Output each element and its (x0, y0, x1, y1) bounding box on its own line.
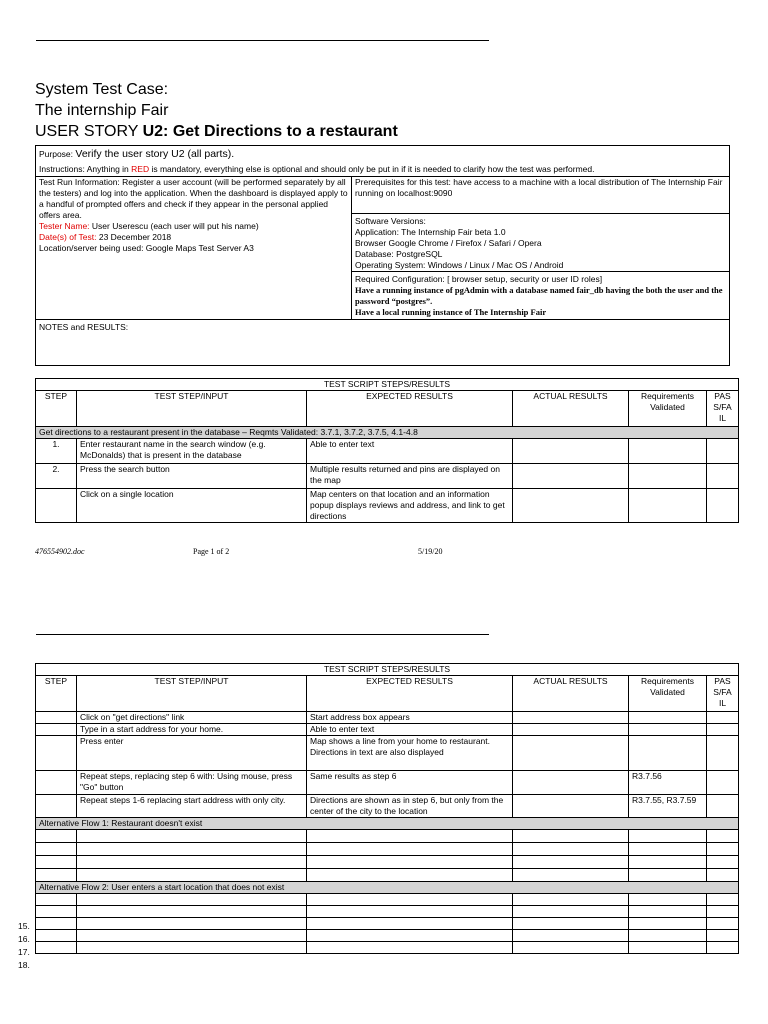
step-pass (707, 771, 739, 795)
sw-browser: Browser Google Chrome / Firefox / Safari / Opera (355, 238, 542, 248)
step-input: Click on a single location (77, 489, 307, 523)
col-requirements: Requirements Validated (629, 391, 707, 427)
title-line-3 (35, 122, 398, 142)
req-config-2: Have a local running instance of The Internship Fair (355, 307, 547, 317)
col-requirements: Requirements Validated (629, 676, 707, 712)
sw-title: Software Versions: (355, 216, 426, 226)
section-row: Get directions to a restaurant present in the database – Reqmts Validated: 3.7.1, 3.7.2, 3.7.5, 4.1-4.8 (36, 427, 739, 439)
table-row (36, 724, 739, 736)
col-input: TEST STEP/INPUT (77, 676, 307, 712)
step-req: R3.7.56 (629, 771, 707, 795)
step-req: R3.7.55, R3.7.59 (629, 795, 707, 818)
col-pass-fail: PAS S/FA IL (707, 676, 739, 712)
sw-db: Database: PostgreSQL (355, 249, 443, 259)
step-input: Enter restaurant name in the search window (e.g. McDonalds) that is present in the database (77, 439, 307, 464)
step-number: 1. (36, 439, 77, 464)
footer-page: Page 1 of 2 (193, 547, 230, 556)
step-expected: Map shows a line from your home to restaurant. Directions in text are also displayed (307, 736, 513, 771)
step-pass (707, 489, 739, 523)
tester-value: User Userescu (each user will put his name) (91, 221, 259, 231)
sw-os: Operating System: Windows / Linux / Mac OS / Android (355, 260, 564, 270)
step-number (36, 795, 77, 818)
col-actual: ACTUAL RESULTS (513, 391, 629, 427)
step-expected: Directions are shown as in step 6, but only from the center of the city to the location (307, 795, 513, 818)
step-req (629, 489, 707, 523)
location: Location/server being used: Google Maps Test Server A3 (39, 243, 254, 253)
step-pass (707, 736, 739, 771)
table-row (36, 869, 739, 882)
table-row (36, 439, 739, 464)
step-pass (707, 712, 739, 724)
step-req (629, 712, 707, 724)
table-row (36, 894, 739, 906)
step-actual (513, 736, 629, 771)
step-pass (707, 724, 739, 736)
step-pass (707, 439, 739, 464)
table-row (36, 771, 739, 795)
table-row (36, 736, 739, 771)
step-number (36, 724, 77, 736)
table-row (36, 464, 739, 489)
row-number-18: 18. (18, 960, 30, 970)
step-expected: Multiple results returned and pins are displayed on the map (307, 464, 513, 489)
col-expected: EXPECTED RESULTS (307, 391, 513, 427)
required-config-cell (352, 272, 730, 320)
date-value: 23 December 2018 (98, 232, 172, 242)
prerequisites-cell (352, 177, 730, 214)
step-number (36, 736, 77, 771)
test-steps-table-2 (35, 663, 739, 954)
step-actual (513, 724, 629, 736)
notes-cell (36, 320, 730, 366)
step-actual (513, 439, 629, 464)
table-row (36, 830, 739, 843)
header-rule (36, 40, 489, 41)
col-expected: EXPECTED RESULTS (307, 676, 513, 712)
alt-flow-2: Alternative Flow 2: User enters a start location that does not exist (36, 882, 739, 894)
purpose-text: Verify the user story U2 (all parts). (75, 148, 235, 160)
alt-flow-1: Alternative Flow 1: Restaurant doesn't exist (36, 818, 739, 830)
purpose-cell (36, 146, 730, 177)
table-row (36, 906, 739, 918)
step-input: Repeat steps 1-6 replacing start address with only city. (77, 795, 307, 818)
table-title: TEST SCRIPT STEPS/RESULTS (36, 664, 739, 676)
row-number-16: 16. (18, 934, 30, 944)
notes-label: NOTES and RESULTS: (39, 322, 129, 332)
step-expected: Start address box appears (307, 712, 513, 724)
sw-app: Application: The Internship Fair beta 1.0 (355, 227, 506, 237)
date-label: Date(s) of Test: (39, 232, 97, 242)
table-row (36, 489, 739, 523)
table-title: TEST SCRIPT STEPS/RESULTS (36, 379, 739, 391)
step-number (36, 712, 77, 724)
table-row (36, 843, 739, 856)
instructions-red: RED (131, 164, 150, 174)
step-actual (513, 795, 629, 818)
footer-doc: 476554902.doc (35, 547, 85, 556)
title-story: U2: Get Directions to a restaurant (142, 123, 398, 140)
step-req (629, 439, 707, 464)
test-run-info: Test Run Information: Register a user account (will be performed separately by all the testers) and log into the application. When the dashboard is displayed apply to a handful of prompted offers and check if they appear in the personal applied offers area. (39, 177, 348, 220)
step-actual (513, 771, 629, 795)
table-row (36, 918, 739, 930)
col-actual: ACTUAL RESULTS (513, 676, 629, 712)
step-req (629, 464, 707, 489)
step-expected: Able to enter text (307, 724, 513, 736)
table-row (36, 930, 739, 942)
row-number-15: 15. (18, 921, 30, 931)
req-config-1: Have a running instance of pgAdmin with a database named fair_db having the both the user and the password “postgres”. (355, 285, 723, 306)
table-row (36, 942, 739, 954)
step-number: 2. (36, 464, 77, 489)
step-expected: Same results as step 6 (307, 771, 513, 795)
step-input: Click on "get directions" link (77, 712, 307, 724)
step-actual (513, 712, 629, 724)
step-req (629, 736, 707, 771)
step-actual (513, 464, 629, 489)
page2-rule (36, 634, 489, 635)
tester-label: Tester Name: (39, 221, 90, 231)
step-pass (707, 464, 739, 489)
step-number (36, 489, 77, 523)
title-line-1: System Test Case: (35, 81, 169, 98)
step-expected: Map centers on that location and an information popup displays reviews and address, and link to get directions (307, 489, 513, 523)
test-steps-table-1 (35, 378, 739, 523)
software-versions-cell (352, 214, 730, 272)
req-config-title: Required Configuration: [ browser setup, security or user ID roles] (355, 274, 603, 284)
title-prefix: USER STORY (35, 123, 143, 140)
instructions: Instructions: Anything in RED is mandatory, everything else is optional and should only be put in if it is needed to clarify how the test was performed. (39, 164, 595, 174)
step-actual (513, 489, 629, 523)
step-input: Repeat steps, replacing step 6 with: Using mouse, press "Go" button (77, 771, 307, 795)
row-number-17: 17. (18, 947, 30, 957)
col-pass-fail: PAS S/FA IL (707, 391, 739, 427)
col-input: TEST STEP/INPUT (77, 391, 307, 427)
purpose-label: Purpose: (39, 149, 74, 159)
table-row (36, 856, 739, 869)
step-input: Press enter (77, 736, 307, 771)
step-req (629, 724, 707, 736)
step-pass (707, 795, 739, 818)
col-step: STEP (36, 676, 77, 712)
table-row (36, 795, 739, 818)
step-expected: Able to enter text (307, 439, 513, 464)
footer-date: 5/19/20 (418, 547, 443, 556)
col-step: STEP (36, 391, 77, 427)
test-info-table (35, 145, 730, 366)
step-input: Press the search button (77, 464, 307, 489)
test-run-info-cell (36, 177, 352, 320)
step-input: Type in a start address for your home. (77, 724, 307, 736)
title-line-2: The internship Fair (35, 102, 169, 119)
table-row (36, 712, 739, 724)
step-number (36, 771, 77, 795)
prerequisites: Prerequisites for this test: have access to a machine with a local distribution of The Internship Fair running on localhost:9090 (355, 177, 723, 198)
